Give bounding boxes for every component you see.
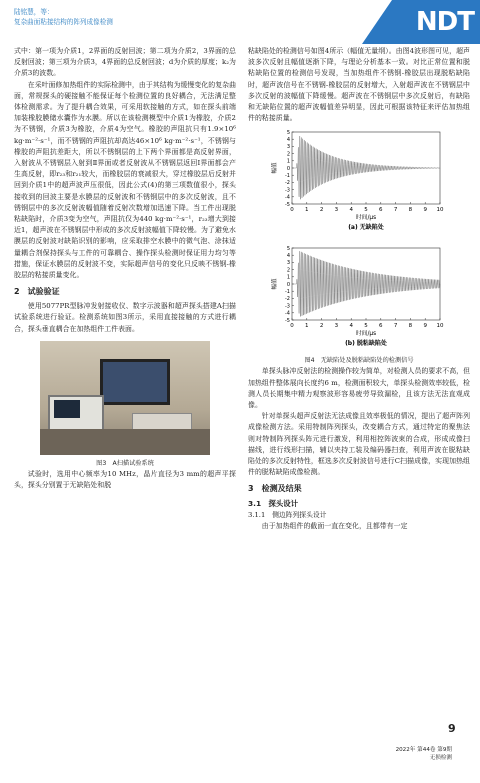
x-tick-label: 10 bbox=[436, 207, 444, 214]
logo-text: NDT bbox=[415, 7, 474, 37]
x-tick-label: 1 bbox=[305, 323, 309, 330]
paragraph: 针对单探头超声反射法无法成像且效率极低的情况，提出了超声阵列成像检测方法。采用特制阵列探头，改变耦合方式，通过特定的聚焦法则对特制阵列探头阵元进行激发，利用相控阵波束的合成，形成成像扫描线，进行线形扫描，辅以夹持工装及编码器扫查，利用声波在脱粘缺陷处的多次反射特性，框选多次反射波信号进行C扫描成像，实现加热组件的脱粘缺陷成像检测。 bbox=[248, 412, 471, 477]
paragraph: 在采叶面修加热组件的实际检测中，由于其结构为缓慢变化的复杂曲面，常规探头的硬接触不能保证每个检测位置的良好耦合，无法满足整体检测需求。为了提升耦合效果，可采用软接触的方式，如在探头前端加装橡胶膜储水囊作为水膜。所以在该检测模型中介质1为橡胶，介质2为不锈钢，介质3为橡胶，介质4为空气。橡胶的声阻抗只有1.9×10⁶ kg·m⁻²·s⁻¹，而不锈钢的声阻抗却高达46×10⁶ kg·m⁻²·s⁻¹，不锈钢与橡胶的声阻抗差距大，所以不锈钢层的上下两个界面都是高反射界面，入射波从不锈钢层入射到Ⅱ界面或者反射波从不锈钢层返回Ⅰ界面都会产生高反射，即r₂₃和r₂₁较大，而橡胶层的衰减很大，穿过橡胶层后反射并回到介质1中的超声波声压很低，因此公式(4)的第三项数值很小，探头接收到的回波主要是水膜层的反射波和不锈钢层中的多次反射波，且不锈钢层中的多次反射波幅值随着反射次数增加迅速下降。当工件出现脱粘缺陷时，介质3变为空气，声阻抗仅为440 kg·m⁻²·s⁻¹，r₂₃增大到接近1，超声波在不锈钢层中形成的多次反射波幅值下降较慢。为了避免水膜层的反射波对缺陷识别的影响，应采取排空水膜中的微气泡、涂抹适量耦合剂保持探头与工件的可靠耦合、操作探头检测时保证用力均匀等措施，保证水膜层的反射波不变，实际超声信号的变化只反映不锈钢-橡胶层的粘接质量变化。 bbox=[14, 80, 237, 280]
x-tick-label: 5 bbox=[364, 323, 368, 330]
subsubsection-heading: 3.1.1 侧边阵列探头设计 bbox=[248, 511, 327, 520]
x-tick-label: 0 bbox=[290, 323, 294, 330]
x-tick-label: 9 bbox=[423, 323, 427, 330]
x-tick-label: 6 bbox=[379, 207, 383, 214]
y-tick-label: 2 bbox=[286, 151, 290, 158]
paragraph: 由于加热组件的截面一直在变化，且都带有一定 bbox=[261, 522, 408, 531]
y-tick-label: 3 bbox=[286, 144, 290, 151]
paragraph: 试验时，选用中心频率为10 MHz，晶片直径为3 mm的超声平探头，探头分别置于无缺陷处和脱 bbox=[14, 469, 236, 490]
figure-4-caption: 图4 无缺陷处及脱粘缺陷处的检测信号 bbox=[304, 357, 414, 365]
x-tick-label: 3 bbox=[334, 323, 339, 330]
monitor bbox=[100, 359, 170, 405]
figure-3-photo bbox=[40, 341, 210, 455]
x-tick-label: 1 bbox=[305, 207, 309, 214]
y-tick-label: -1 bbox=[285, 173, 290, 180]
x-tick-label: 8 bbox=[408, 323, 413, 330]
right-column bbox=[248, 46, 470, 533]
journal-logo bbox=[362, 0, 480, 44]
footer bbox=[396, 746, 452, 762]
header-authors: 陆铭慧，等： bbox=[14, 8, 54, 16]
paragraph: 粘缺陷处的检测信号如图4所示（幅值无量纲）。由图4波形图可见，超声波多次反射且幅值逐渐下降，与理论分析基本一致。对比正常位置和脱粘缺陷位置的检测信号发现，当加热组件不锈钢-橡胶层出现脱粘缺陷时，超声波信号在不锈钢-橡胶层的反射增大，入射超声波在不锈钢层中多次反射的波幅值下降缓慢。超声波在不锈钢层中多次反射后，有缺陷和无缺陷位置的超声波幅值差异明显，因此可根据该特征来评估加热组件的粘接质量。 bbox=[248, 47, 470, 123]
paragraph: 使用5077PR型脉冲发射接收仪、数字示波器和超声探头搭建A扫描试验系统进行验证。检测系统如图3所示，采用直接接触的方式进行耦合，探头垂直耦合在加热组件工件表面。 bbox=[14, 302, 236, 333]
x-tick-label: 2 bbox=[319, 207, 324, 214]
footer-issue: 2022年 第44卷 第9期 bbox=[395, 747, 452, 753]
y-tick-label: 0 bbox=[286, 166, 290, 173]
y-tick-label: -3 bbox=[285, 187, 290, 194]
y-tick-label: -2 bbox=[285, 296, 290, 303]
y-tick-label: -4 bbox=[285, 311, 290, 318]
y-tick-label: 4 bbox=[286, 253, 290, 260]
y-tick-label: -5 bbox=[285, 202, 290, 209]
y-tick-label: 2 bbox=[286, 267, 290, 274]
x-axis-label: 时间/μs bbox=[355, 331, 377, 338]
y-tick-label: -4 bbox=[285, 195, 290, 202]
figure-4a bbox=[270, 128, 450, 240]
y-tick-label: -2 bbox=[285, 180, 290, 187]
oscilloscope-screen bbox=[54, 400, 80, 418]
header-title: 复杂曲面粘接结构的阵列成像检测 bbox=[14, 17, 113, 26]
x-tick-label: 5 bbox=[364, 207, 368, 214]
paragraph: 式中：第一项为介质1，2界面的反射回波；第二项为介质2，3界面的总反射回波；第三项为介质3，4界面的总反射回波；d为介质的厚度；k₂为介质3的波数。 bbox=[14, 47, 236, 78]
running-header bbox=[14, 8, 274, 27]
table-surface bbox=[40, 429, 210, 455]
figure-3-caption: 图3 A扫描试验系统 bbox=[96, 459, 154, 467]
x-tick-label: 8 bbox=[408, 207, 413, 214]
x-tick-label: 0 bbox=[290, 207, 294, 214]
x-tick-label: 2 bbox=[319, 323, 324, 330]
y-tick-label: -3 bbox=[285, 303, 290, 310]
x-tick-label: 10 bbox=[436, 323, 444, 330]
y-tick-label: 1 bbox=[286, 159, 290, 166]
subsection-heading: 3.1 探头设计 bbox=[248, 499, 299, 509]
chart-subtitle: (b) 脱粘缺陷处 bbox=[345, 340, 387, 348]
y-tick-label: 4 bbox=[286, 137, 290, 144]
left-column bbox=[14, 46, 236, 491]
figure-4b bbox=[270, 244, 450, 356]
section-heading: 3 检测及结果 bbox=[248, 484, 302, 494]
signal-series bbox=[292, 252, 440, 317]
x-tick-label: 7 bbox=[393, 207, 398, 214]
y-tick-label: 3 bbox=[286, 260, 290, 267]
x-tick-label: 7 bbox=[393, 323, 398, 330]
section-heading: 2 试验验证 bbox=[14, 287, 60, 297]
chart-subtitle: (a) 无缺陷处 bbox=[348, 224, 384, 232]
y-axis-label: 幅值 bbox=[272, 278, 278, 290]
y-tick-label: -5 bbox=[285, 318, 290, 325]
y-tick-label: 5 bbox=[286, 246, 290, 253]
y-tick-label: 5 bbox=[286, 130, 290, 137]
signal-series bbox=[292, 136, 440, 199]
y-tick-label: 0 bbox=[286, 282, 290, 289]
footer-journal: 无损检测 bbox=[429, 755, 452, 761]
y-axis-label: 幅值 bbox=[272, 162, 278, 174]
logo-wedge bbox=[362, 0, 392, 44]
y-tick-label: 1 bbox=[286, 275, 290, 282]
x-axis-label: 时间/μs bbox=[355, 215, 377, 222]
x-tick-label: 9 bbox=[423, 207, 427, 214]
x-tick-label: 3 bbox=[334, 207, 339, 214]
chart-a-svg bbox=[270, 128, 450, 240]
x-tick-label: 4 bbox=[349, 323, 353, 330]
chart-b-svg bbox=[270, 244, 450, 356]
x-tick-label: 4 bbox=[349, 207, 353, 214]
y-tick-label: -1 bbox=[285, 289, 290, 296]
paragraph: 单探头脉冲反射法的检测操作较为简单，对检测人员的要求不高，但加热组件整体展向长度约6 m，检测面积较大，单探头检测效率较低，检测人员长期集中精力观察波形容易疲劳导致漏检，且该方法无法直观成像。 bbox=[248, 367, 471, 410]
x-tick-label: 6 bbox=[379, 323, 383, 330]
page-number: 9 bbox=[448, 722, 456, 735]
